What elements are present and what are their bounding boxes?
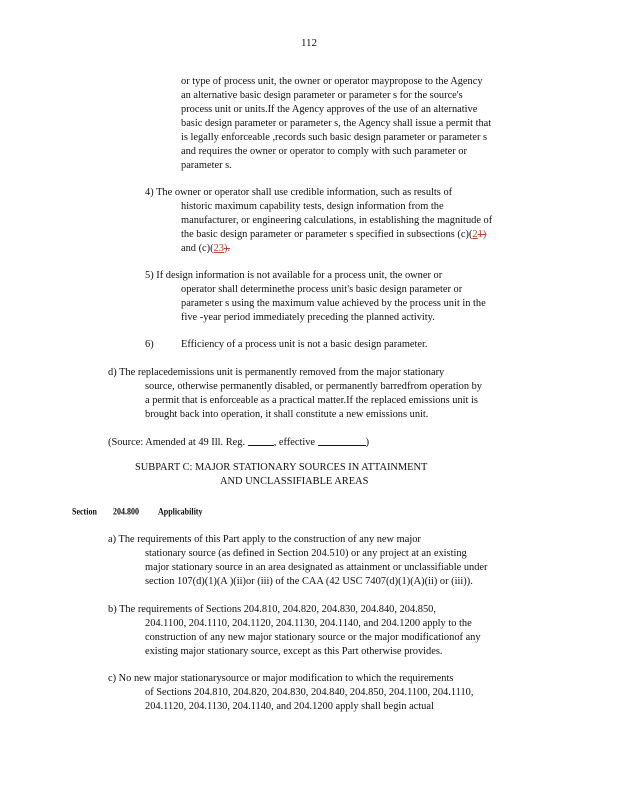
paragraph-line: and requires the owner or operator to comply with such parameter or	[181, 146, 467, 157]
source-text: , effective	[273, 437, 316, 448]
section-title: Applicability	[158, 506, 203, 517]
inserted-text: 2	[472, 229, 478, 240]
inserted-text: 3	[218, 243, 224, 254]
deleted-text: 1	[477, 229, 483, 240]
item-c-line: 204.1120, 204.1130, 204.1140, and 204.1200 apply shall begin actual	[145, 701, 434, 712]
item-b-line: b) The requirements of Sections 204.810, 204.820, 204.830, 204.840, 204.850,	[108, 604, 436, 615]
paragraph-line: an alternative basic design parameter or parameter s for the source's	[181, 90, 463, 101]
item-b-line: construction of any new major stationary source or the major modificationof any	[145, 632, 481, 643]
item-6-number: 6)	[145, 339, 154, 350]
item-5-line: five -year period immediately preceding the planned activity.	[181, 312, 435, 323]
blank-line	[248, 435, 274, 446]
paragraph-line: is legally enforceable ,records such basic design parameter or parameter s	[181, 132, 488, 143]
item-5-line: operator shall determinethe process unit's basic design parameter or	[181, 284, 463, 295]
item-a-line: stationary source (as defined in Section 204.510) or any project at an existing	[145, 548, 467, 559]
item-a-line: major stationary source in an area designated as attainment or unclassifiable under	[145, 562, 488, 573]
paragraph-line: or type of process unit, the owner or operator maypropose to the Agency	[181, 76, 483, 87]
item-c-line: c) No new major stationarysource or major modification to which the requirements	[108, 673, 454, 684]
page-number: 112	[300, 37, 318, 49]
item-c-line: of Sections 204.810, 204.820, 204.830, 204.840, 204.850, 204.1100, 204.1110,	[145, 687, 474, 698]
item-4-line: historic maximum capability tests, design information from the	[181, 201, 444, 212]
item-4-line: 4) The owner or operator shall use credible information, such as results of	[145, 187, 453, 198]
section-number: 204.800	[113, 506, 139, 517]
subpart-heading: AND UNCLASSIFIABLE AREAS	[220, 476, 369, 487]
item-d-line: brought back into operation, it shall constitute a new emissions unit.	[145, 409, 429, 420]
item-4-line: manufacturer, or engineering calculations, in establishing the magnitude of	[181, 215, 493, 226]
item-4-line: the basic design parameter or parameter s specified in subsections (c)(21)	[181, 229, 487, 240]
item-6-text: Efficiency of a process unit is not a basic design parameter.	[181, 339, 428, 350]
item-b-line: 204.1100, 204.1110, 204.1120, 204.1130, 204.1140, and 204.1200 apply to the	[145, 618, 472, 629]
item-5-line: 5) If design information is not available for a process unit, the owner or	[145, 270, 443, 281]
deleted-text: ).	[224, 243, 231, 254]
item-4-line	[181, 242, 230, 255]
item-a-line: a) The requirements of this Part apply to the construction of any new major	[108, 534, 421, 545]
item-b-line: existing major stationary source, except as this Part otherwise provides.	[145, 646, 443, 657]
subpart-heading: SUBPART C: MAJOR STATIONARY SOURCES IN ATTAINMENT	[135, 462, 428, 473]
source-text: )	[365, 437, 370, 448]
paragraph-line: parameter s.	[181, 160, 232, 171]
item-4-text: and (c)(	[181, 243, 214, 254]
blank-line	[318, 435, 366, 446]
paragraph-line: basic design parameter or parameter s, the Agency shall issue a permit that	[181, 118, 492, 129]
source-note	[108, 435, 369, 449]
item-d-line: source, otherwise permanently disabled, or permanently barredfrom operation by	[145, 381, 483, 392]
paragraph-line: process unit or units.If the Agency approves of the use of an alternative	[181, 104, 478, 115]
item-a-line: section 107(d)(1)(A )(ii)or (iii) of the CAA (42 USC 7407(d)(1)(A)(ii) or (iii)).	[145, 576, 473, 587]
inserted-text: 2	[213, 243, 219, 254]
section-label: Section	[72, 506, 97, 517]
source-text: (Source: Amended at 49 Ill. Reg.	[108, 437, 246, 448]
item-d-line: d) The replacedemissions unit is permanently removed from the major stationary	[108, 367, 445, 378]
item-4-text: the basic design parameter or parameter s specified in subsections (c)(	[181, 229, 473, 240]
item-5-line: parameter s using the maximum value achieved by the process unit in the	[181, 298, 486, 309]
item-d-line: a permit that is enforceable as a practical matter.If the replaced emissions unit is	[145, 395, 478, 406]
